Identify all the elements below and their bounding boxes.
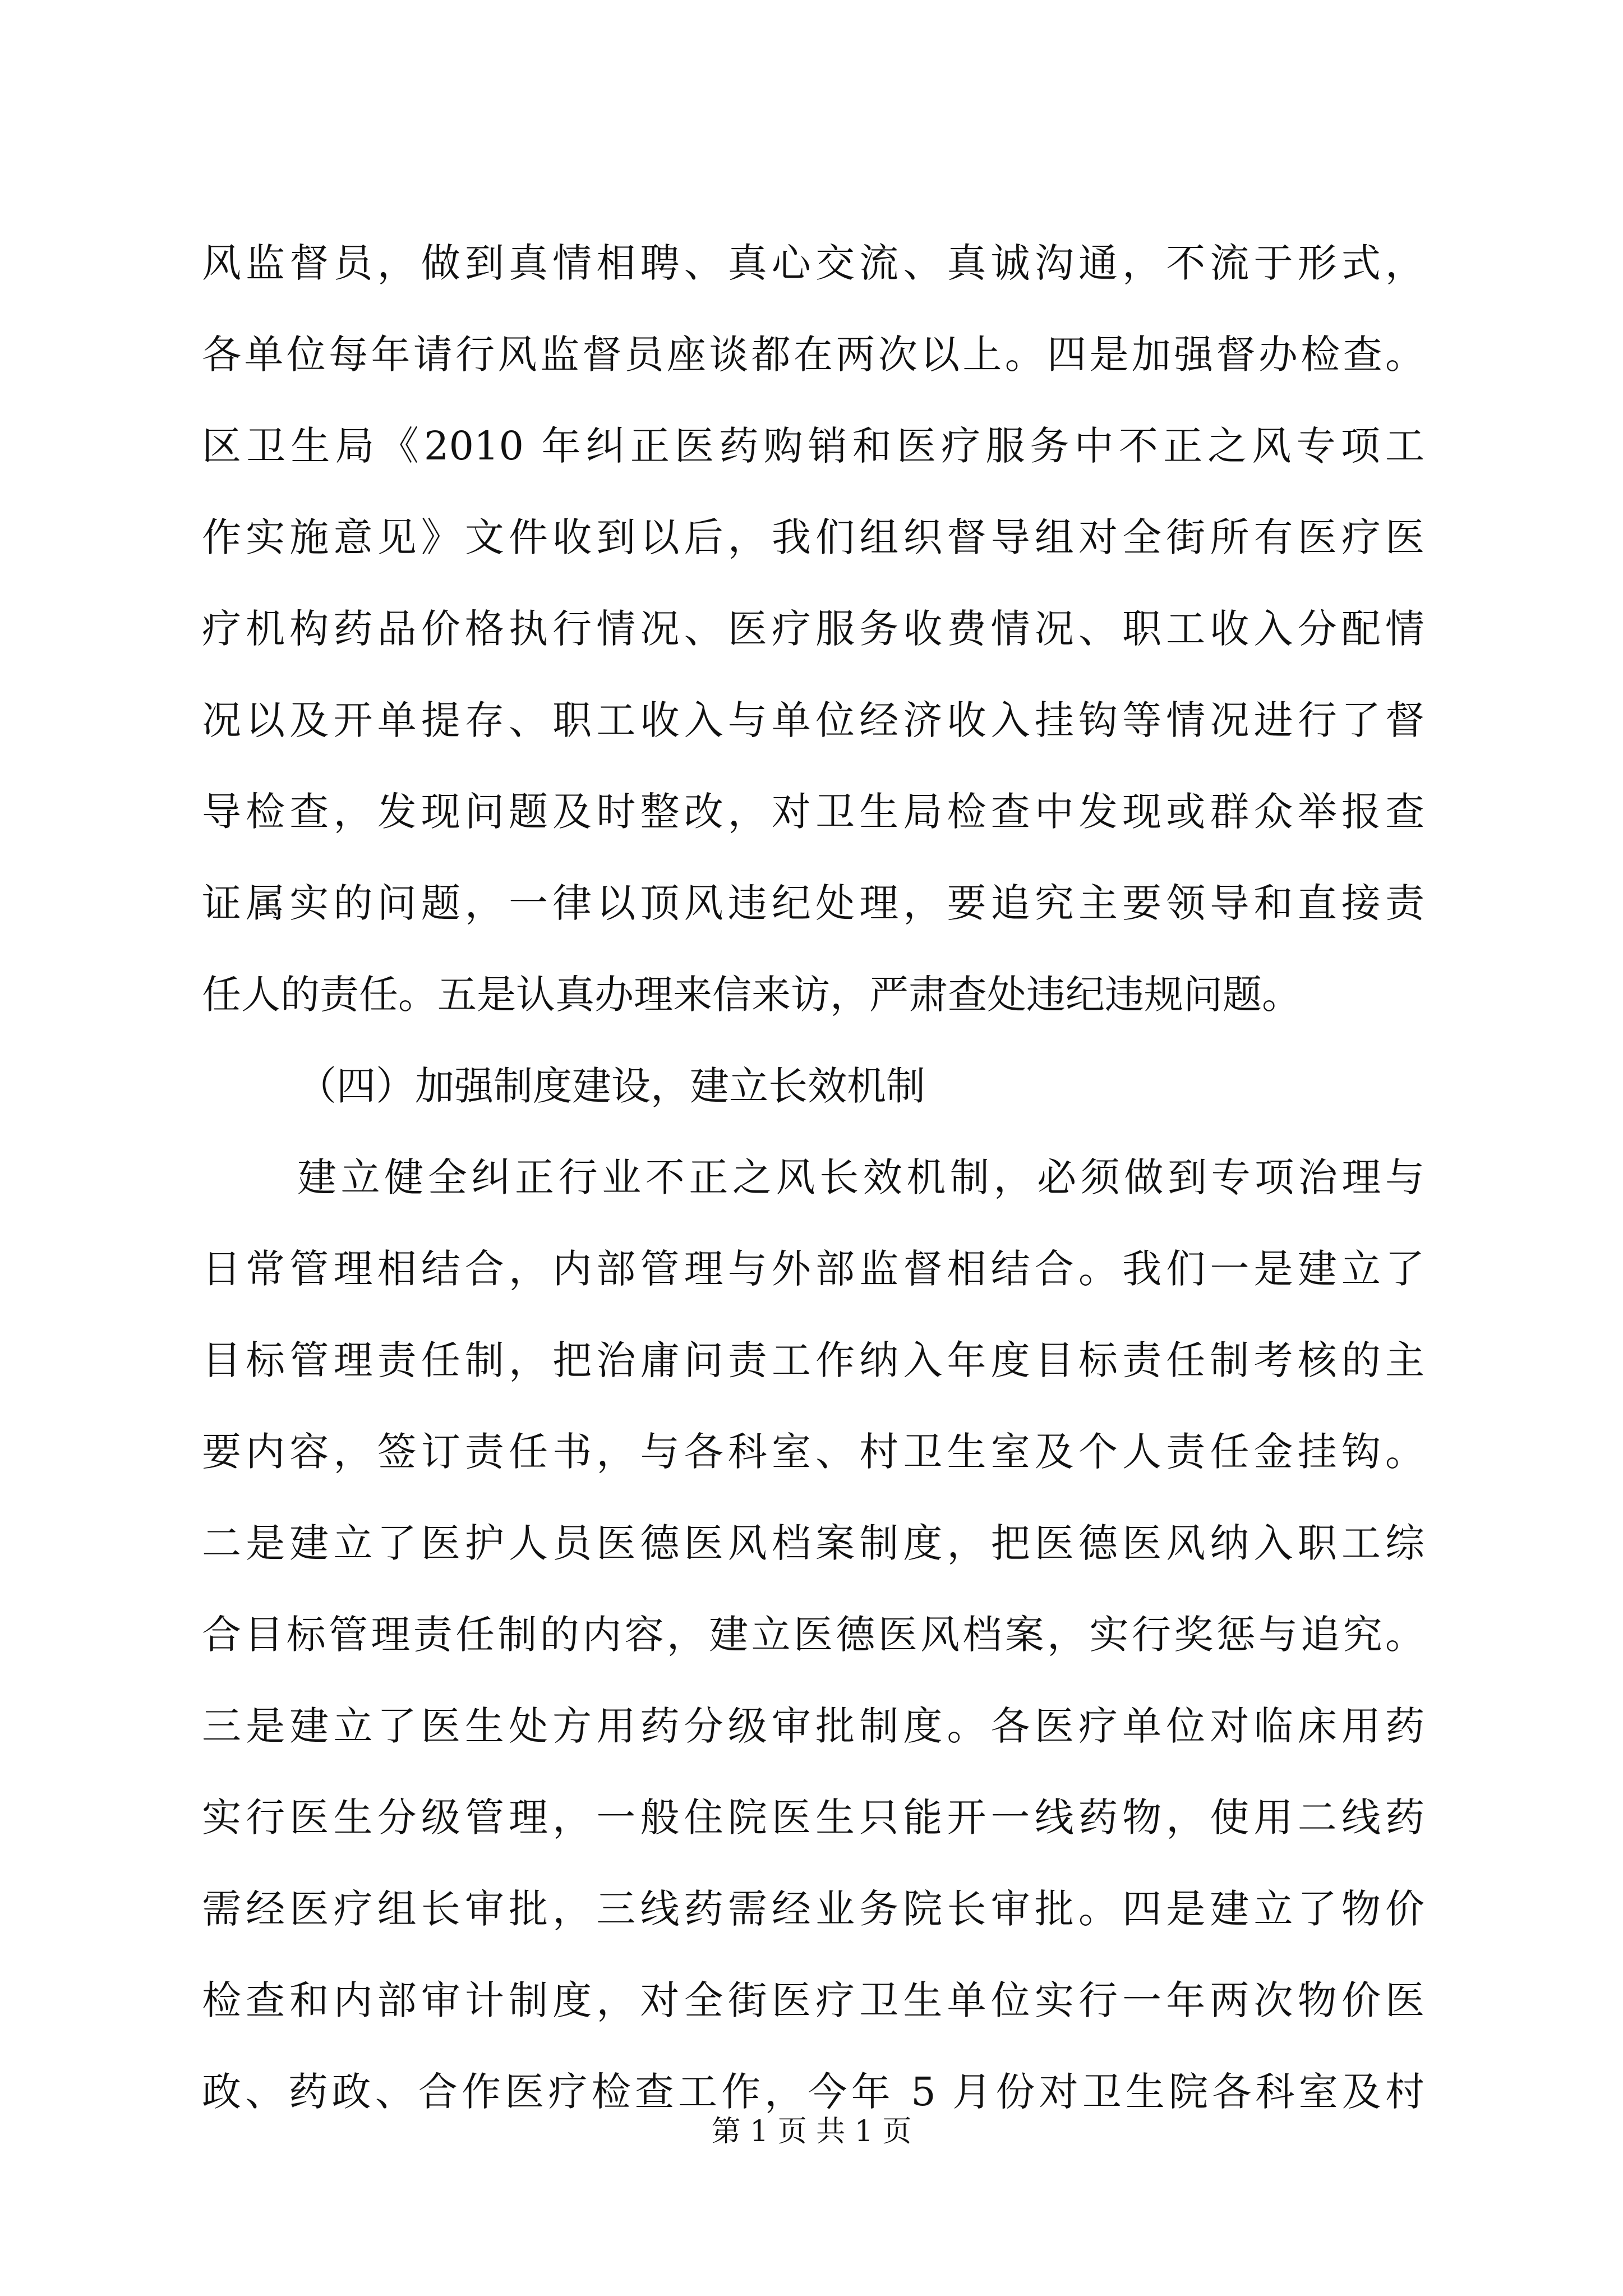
text-line: 导检查，发现问题及时整改，对卫生局检查中发现或群众举报查 (202, 789, 1424, 835)
text-line: 三是建立了医生处方用药分级审批制度。各医疗单位对临床用药 (202, 1703, 1424, 1749)
text-line: 证属实的问题，一律以顶风违纪处理，要追究主要领导和直接责 (202, 880, 1424, 926)
section-heading: （四）加强制度建设，建立长效机制 (297, 1063, 925, 1109)
text-line: 合目标管理责任制的内容，建立医德医风档案，实行奖惩与追究。 (202, 1612, 1424, 1658)
text-line: 实行医生分级管理，一般住院医生只能开一线药物，使用二线药 (202, 1795, 1424, 1841)
text-line: 目标管理责任制，把治庸问责工作纳入年度目标责任制考核的主 (202, 1337, 1424, 1383)
body-text (202, 218, 1424, 2138)
text-line: 区卫生局《2010 年纠正医药购销和医疗服务中不正之风专项工 (202, 423, 1424, 469)
text-line: 二是建立了医护人员医德医风档案制度，把医德医风纳入职工综 (202, 1520, 1424, 1566)
text-line: 政、药政、合作医疗检查工作，今年 5 月份对卫生院各科室及村 (202, 2069, 1424, 2115)
text-line: 检查和内部审计制度，对全街医疗卫生单位实行一年两次物价医 (202, 1977, 1424, 2023)
text-line: 况以及开单提存、职工收入与单位经济收入挂钩等情况进行了督 (202, 697, 1424, 743)
page-number-label: 第 1 页 共 1 页 (711, 2115, 912, 2148)
text-line: 要内容，签订责任书，与各科室、村卫生室及个人责任金挂钩。 (202, 1429, 1424, 1475)
text-line: 疗机构药品价格执行情况、医疗服务收费情况、职工收入分配情 (202, 606, 1424, 652)
paragraph-first-line: 建立健全纠正行业不正之风长效机制，必须做到专项治理与 (297, 1154, 1424, 1200)
text-line: 作实施意见》文件收到以后，我们组织督导组对全街所有医疗医 (202, 514, 1424, 560)
text-line: 各单位每年请行风监督员座谈都在两次以上。四是加强督办检查。 (202, 332, 1424, 378)
text-line: 日常管理相结合，内部管理与外部监督相结合。我们一是建立了 (202, 1246, 1424, 1292)
text-line: 需经医疗组长审批，三线药需经业务院长审批。四是建立了物价 (202, 1886, 1424, 1932)
text-line: 风监督员，做到真情相聘、真心交流、真诚沟通，不流于形式， (202, 240, 1424, 286)
text-line: 任人的责任。五是认真办理来信来访，严肃查处违纪违规问题。 (202, 972, 1301, 1018)
page-footer (0, 2109, 1623, 2154)
